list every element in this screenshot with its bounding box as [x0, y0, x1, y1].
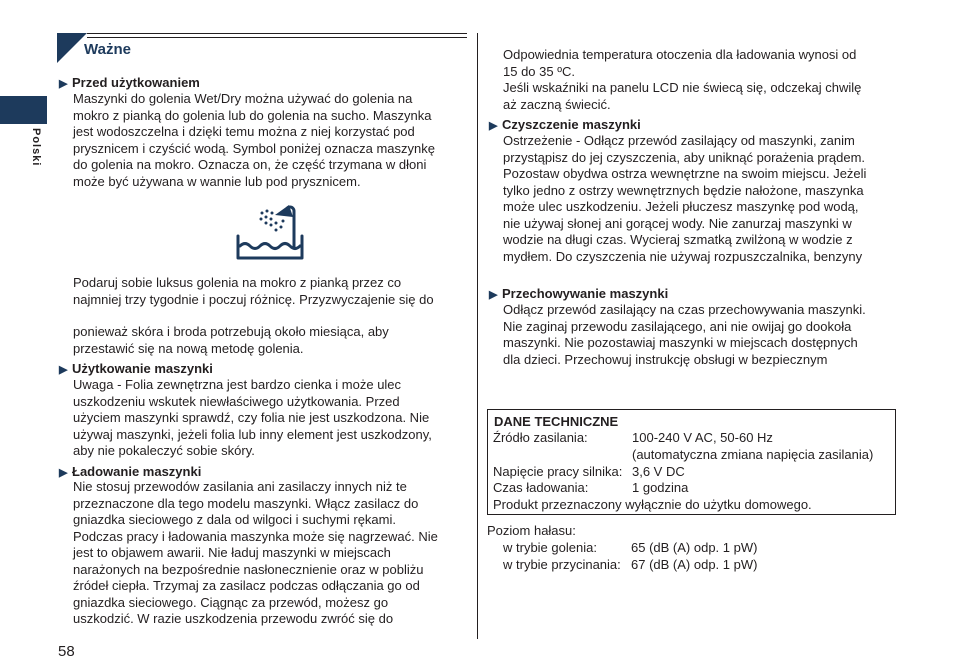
section-title: Czyszczenie maszynki — [502, 117, 641, 132]
triangle-right-icon: ▶ — [489, 289, 498, 301]
charge-time-value: 1 godzina — [632, 480, 689, 495]
voltage-label: Napięcie pracy silnika: — [493, 464, 623, 479]
page-number: 58 — [58, 643, 75, 660]
header-rule — [87, 33, 467, 34]
technical-data-title: DANE TECHNICZNE — [494, 414, 619, 429]
noise-shave-value: 65 (dB (A) odp. 1 pW) — [631, 540, 758, 555]
tip-text: Podaruj sobie luksus golenia na mokro z pianką przez co najmniej trzy tygodnie i poczuj różnicę. Przyzwyczajenie się do — [73, 275, 434, 307]
section-body-before-use: Maszynki do golenia Wet/Dry można używać do golenia na mokro z pianką do golenia lub do golenia na sucho. Maszynka jest wodoszczelna i dzięki temu można z niej korzystać pod prysznicem i czyścić wodą. Symbol poniżej oznacza maszynkę do golenia na mokro. Oznacza on, że część trzymana w dłoni może być używana w wannie lub pod prysznicem. — [73, 91, 435, 189]
section-body-storage: Odłącz przewód zasilający na czas przechowywania maszynki. Nie zaginaj przewodu zasilającego, ani nie owijaj go dookoła maszynki. Nie pozostawiaj maszynki w miejscach dostępnych dla dzieci. Przechowuj instrukcję obsługi w bezpiecznym — [503, 302, 866, 367]
language-tab — [0, 96, 47, 124]
section-title: Użytkowanie maszynki — [72, 361, 213, 376]
triangle-right-icon: ▶ — [59, 467, 68, 479]
charge-time-label: Czas ładowania: — [493, 480, 589, 495]
technical-data-box — [487, 409, 896, 515]
shower-bath-icon — [236, 203, 304, 261]
column-divider — [477, 33, 478, 639]
noise-trim-value: 67 (dB (A) odp. 1 pW) — [631, 557, 758, 572]
noise-shave-label: w trybie golenia: — [503, 540, 597, 555]
triangle-right-icon: ▶ — [489, 120, 498, 132]
header-triangle-icon — [57, 33, 87, 63]
voltage-value: 3,6 V DC — [632, 464, 685, 479]
triangle-right-icon: ▶ — [59, 364, 68, 376]
household-use-note: Produkt przeznaczony wyłącznie do użytku domowego. — [493, 497, 812, 512]
section-title: Ładowanie maszynki — [72, 464, 202, 479]
language-label: Polski — [30, 128, 42, 167]
tip-text-continued: ponieważ skóra i broda potrzebują około miesiąca, aby przestawić się na nową metodę golenia. — [73, 324, 389, 356]
section-title: Przechowywanie maszynki — [502, 286, 669, 301]
section-body-charging: Nie stosuj przewodów zasilania ani zasilaczy innych niż te przeznaczone dla tego modelu maszynki. Włącz zasilacz do gniazdka sieciowego z dala od wilgoci i suchymi rękami. Podczas pracy i ładowania maszynka może się nagrzewać. Nie jest to objawem awarii. Nie ładuj maszynki w miejscach narażonych na bezpośrednie nasłonecznienie oraz w pobliżu źródeł ciepła. Trzymaj za zasilacz podczas odłączania go od gniazdka sieciowego. Ciągnąc za przewód, możesz go uszkodzić. W razie uszkodzenia przewodu zwróć się do — [73, 479, 438, 626]
charging-continued: Odpowiednia temperatura otoczenia dla ładowania wynosi od 15 do 35 ºC. Jeśli wskaźniki na panelu LCD nie świecą się, odczekaj chwilę aż zaczną świecić. — [503, 47, 862, 112]
section-body-usage: Uwaga - Folia zewnętrzna jest bardzo cienka i może ulec uszkodzeniu wskutek niewłaściwego użytkowania. Przed użyciem maszynki sprawdź, czy folia nie jest uszkodzona. Nie używaj maszynki, jeżeli folia lub inny element jest uszkodzony, aby nie pokaleczyć sobie skóry. — [73, 377, 432, 458]
section-title: Przed użytkowaniem — [72, 75, 200, 90]
power-label: Źródło zasilania: — [493, 430, 588, 445]
section-body-cleaning: Ostrzeżenie - Odłącz przewód zasilający od maszynki, zanim przystąpisz do jej czyszczenia, aby uniknąć porażenia prądem. Pozostaw obydwa ostrza wewnętrzne na swoim miejscu. Jeżeli tylko jedno z ostrzy wewnętrznych będzie nałożone, maszynka może ulec uszkodzeniu. Jeżeli płuczesz maszynkę pod wodą, nie używaj słonej ani gorącej wody. Nie zanurzaj maszynki w wodzie na długi czas. Wycieraj szmatką zwilżoną w wodzie z mydłem. Do czyszczenia nie używaj rozpuszczalnika, benzyny — [503, 133, 867, 264]
noise-trim-label: w trybie przycinania: — [503, 557, 621, 572]
noise-title: Poziom hałasu: — [487, 523, 576, 538]
power-note: (automatyczna zmiana napięcia zasilania) — [632, 447, 874, 462]
power-value: 100-240 V AC, 50-60 Hz — [632, 430, 773, 445]
triangle-right-icon: ▶ — [59, 78, 68, 90]
header-rule — [87, 37, 467, 38]
page-title: Ważne — [84, 41, 131, 58]
